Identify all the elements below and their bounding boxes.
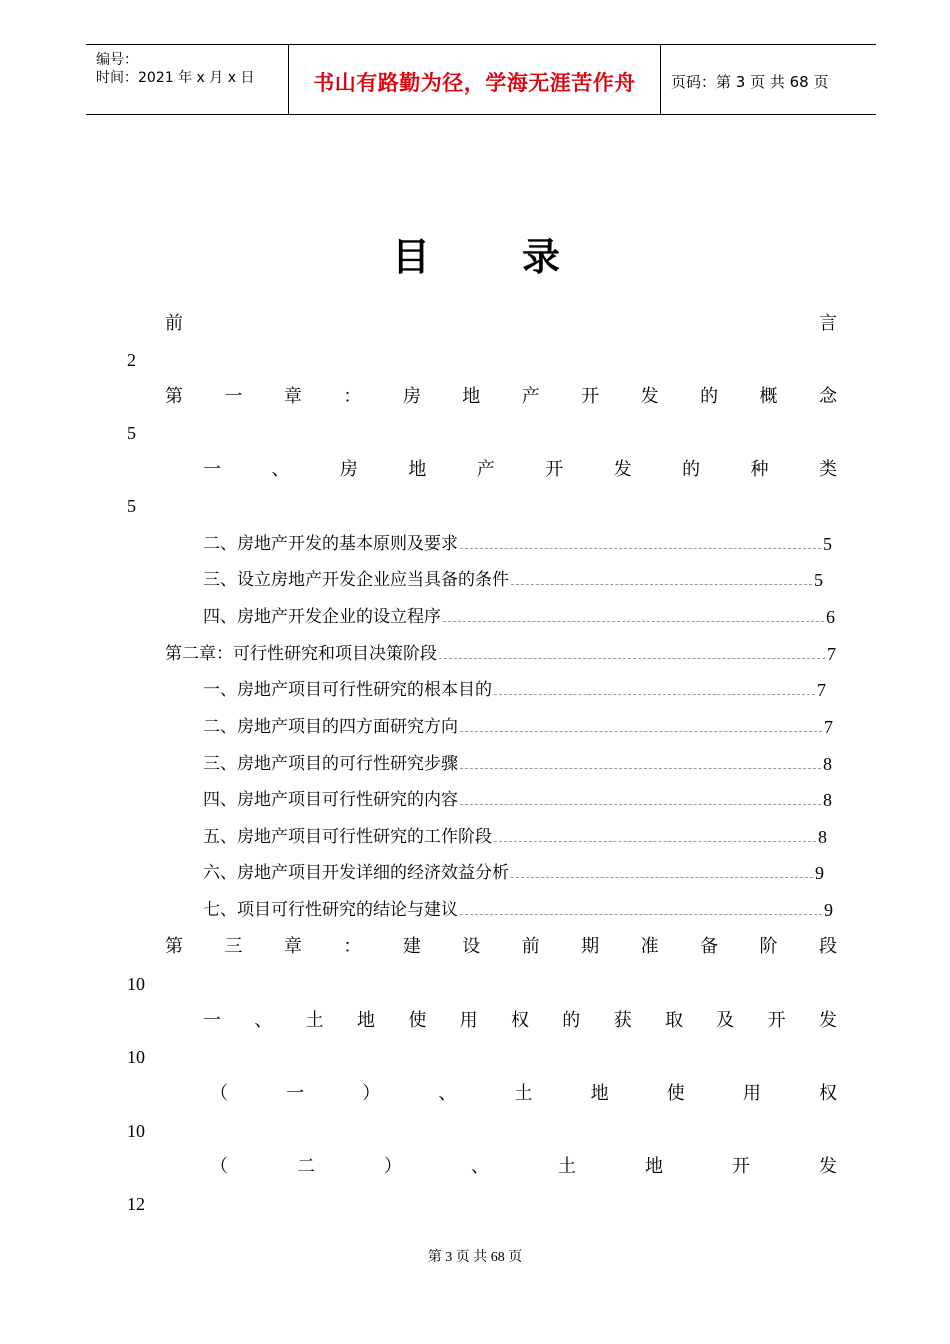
- toc-heading-char: 一: [224, 386, 243, 407]
- toc-entry[interactable]: [203, 825, 827, 849]
- toc-leader-line: [460, 768, 821, 769]
- toc-heading-char: 段: [818, 936, 837, 957]
- toc-heading-char: 房: [339, 459, 358, 480]
- toc-heading-char: 前: [521, 936, 540, 957]
- toc-leader-line: [439, 658, 825, 659]
- toc-chapter-1-section-1-page: 5: [127, 496, 136, 516]
- header-meta-cell: [86, 45, 289, 114]
- toc-heading-char: （: [210, 1083, 228, 1104]
- toc-entry[interactable]: [203, 788, 832, 812]
- toc-heading-char: 、: [254, 1010, 273, 1031]
- header-page-cell: [661, 45, 876, 114]
- toc-heading-char: 土: [514, 1083, 533, 1104]
- toc-entry[interactable]: [165, 642, 836, 666]
- toc-heading-char: 及: [716, 1010, 735, 1031]
- toc-entry-page: 9: [815, 863, 824, 883]
- toc-heading-char: 种: [750, 459, 769, 480]
- header-motto-cell: [289, 45, 661, 114]
- toc-heading-char: 、: [471, 1156, 489, 1177]
- toc-entry-text: 第二章：可行性研究和项目决策阶段: [165, 644, 437, 664]
- toc-heading-char: 备: [700, 936, 719, 957]
- toc-heading-char: 发: [640, 386, 659, 407]
- toc-heading-char: 建: [402, 936, 421, 957]
- toc-heading-char: 土: [305, 1010, 324, 1031]
- toc-heading-char: 获: [613, 1010, 632, 1031]
- page-title: [0, 232, 950, 282]
- toc-heading-char: 、: [271, 459, 290, 480]
- toc-leader-line: [443, 621, 824, 622]
- toc-heading-char: 开: [581, 386, 600, 407]
- toc-heading-char: 阶: [759, 936, 778, 957]
- toc-heading-char: ）: [384, 1156, 402, 1177]
- toc-entry-page: 9: [824, 900, 833, 920]
- toc-heading-char: 类: [818, 459, 837, 480]
- toc-heading-char: 用: [459, 1010, 478, 1031]
- toc-entry[interactable]: [203, 861, 824, 885]
- toc-entry-text: 一、房地产项目可行性研究的根本目的: [203, 680, 492, 700]
- toc-heading-char: 使: [408, 1010, 427, 1031]
- toc-heading-char: 前: [165, 313, 183, 334]
- toc-entry-text: 二、房地产项目的四方面研究方向: [203, 717, 458, 737]
- toc-entry-page: 7: [824, 717, 833, 737]
- toc-preface[interactable]: [165, 312, 837, 336]
- toc-entry-text: 三、房地产项目的可行性研究步骤: [203, 754, 458, 774]
- toc-heading-char: 概: [759, 386, 778, 407]
- toc-heading-char: 的: [700, 386, 719, 407]
- toc-entry-page: 8: [818, 827, 827, 847]
- header-motto: 书山有路勤为径，学海无涯苦作舟: [313, 71, 636, 95]
- toc-heading-char: （: [210, 1156, 228, 1177]
- toc-leader-line: [511, 877, 813, 878]
- toc-heading-char: 开: [732, 1156, 750, 1177]
- toc-entry[interactable]: [203, 678, 826, 702]
- toc-entry-text: 五、房地产项目可行性研究的工作阶段: [203, 827, 492, 847]
- toc-heading-char: 地: [462, 386, 481, 407]
- toc-heading-char: 取: [664, 1010, 683, 1031]
- toc-heading-char: 发: [613, 459, 632, 480]
- toc-leader-line: [460, 804, 821, 805]
- toc-heading-char: 使: [666, 1083, 685, 1104]
- toc-heading-char: 权: [510, 1010, 529, 1031]
- toc-leader-line: [494, 694, 815, 695]
- toc-chapter-3-subsection-2[interactable]: [210, 1155, 837, 1179]
- toc-heading-char: 、: [438, 1083, 457, 1104]
- title-char-2: 录: [522, 235, 561, 279]
- toc-heading-char: 地: [590, 1083, 609, 1104]
- toc-heading-char: 的: [682, 459, 701, 480]
- toc-leader-line: [460, 731, 822, 732]
- toc-entry-page: 7: [817, 680, 826, 700]
- toc-heading-char: 地: [645, 1156, 663, 1177]
- toc-heading-char: 开: [767, 1010, 786, 1031]
- toc-leader-line: [460, 548, 821, 549]
- toc-chapter-3-subsection-2-page: 12: [127, 1194, 145, 1214]
- toc-heading-char: 产: [476, 459, 495, 480]
- toc-entry-text: 二、房地产开发的基本原则及要求: [203, 534, 458, 554]
- toc-entry-text: 四、房地产项目可行性研究的内容: [203, 790, 458, 810]
- toc-heading-char: 期: [581, 936, 600, 957]
- toc-leader-line: [511, 584, 812, 585]
- toc-heading-char: 二: [297, 1156, 315, 1177]
- document-number-label: 编号：: [96, 52, 138, 68]
- toc-entry-text: 四、房地产开发企业的设立程序: [203, 607, 441, 627]
- toc-heading-char: 章: [283, 386, 302, 407]
- toc-heading-char: ：: [343, 936, 362, 957]
- toc-heading-char: 发: [819, 1156, 837, 1177]
- toc-chapter-3-subsection-1[interactable]: [210, 1082, 837, 1106]
- toc-heading-char: ）: [362, 1083, 381, 1104]
- toc-heading-char: 言: [819, 313, 837, 334]
- toc-chapter-3-section-1[interactable]: [203, 1009, 837, 1033]
- toc-chapter-3-subsection-1-page: 10: [127, 1121, 145, 1141]
- toc-chapter-3-section-1-page: 10: [127, 1047, 145, 1067]
- toc-heading-char: 用: [742, 1083, 761, 1104]
- toc-entry-page: 8: [823, 790, 832, 810]
- toc-entry-text: 三、设立房地产开发企业应当具备的条件: [203, 570, 509, 590]
- toc-entry-page: 5: [814, 570, 823, 590]
- title-char-1: 目: [392, 235, 431, 279]
- toc-chapter-1-page: 5: [127, 423, 136, 443]
- page-footer: 第 3 页 共 68 页: [427, 1250, 523, 1265]
- toc-heading-char: 产: [521, 386, 540, 407]
- toc-chapter-3[interactable]: [165, 935, 837, 959]
- toc-leader-line: [494, 841, 816, 842]
- toc-heading-char: 第: [165, 386, 183, 407]
- toc-heading-char: 发: [818, 1010, 837, 1031]
- toc-preface-page: 2: [127, 350, 136, 370]
- toc-heading-char: 的: [562, 1010, 581, 1031]
- toc-entry-text: 七、项目可行性研究的结论与建议: [203, 900, 458, 920]
- toc-entry-page: 6: [826, 607, 835, 627]
- toc-entry[interactable]: [203, 752, 832, 776]
- toc-chapter-3-page: 10: [127, 974, 145, 994]
- toc-heading-char: 章: [283, 936, 302, 957]
- toc-entry[interactable]: [203, 532, 832, 556]
- toc-entry-page: 8: [823, 754, 832, 774]
- toc-heading-char: 第: [165, 936, 183, 957]
- toc-heading-char: 房: [402, 386, 421, 407]
- toc-entry-text: 六、房地产项目开发详细的经济效益分析: [203, 863, 509, 883]
- toc-heading-char: 开: [545, 459, 564, 480]
- page-header: [86, 44, 876, 115]
- toc-heading-char: 三: [224, 936, 243, 957]
- toc-heading-char: 设: [462, 936, 481, 957]
- toc-heading-char: 土: [558, 1156, 576, 1177]
- toc-heading-char: 一: [286, 1083, 305, 1104]
- toc-heading-char: 一: [203, 1010, 221, 1031]
- toc-entry[interactable]: [203, 715, 833, 739]
- header-page-info: 页码：第 3 页 共 68 页: [671, 73, 829, 91]
- toc-leader-line: [460, 914, 822, 915]
- toc-chapter-1-section-1[interactable]: [203, 458, 837, 482]
- toc-entry[interactable]: [203, 605, 835, 629]
- toc-heading-char: 念: [818, 386, 837, 407]
- toc-heading-char: 地: [408, 459, 427, 480]
- toc-chapter-1[interactable]: [165, 385, 837, 409]
- toc-entry[interactable]: [203, 898, 833, 922]
- toc-entry-page: 5: [823, 534, 832, 554]
- toc-heading-char: 地: [356, 1010, 375, 1031]
- toc-heading-char: ：: [343, 386, 362, 407]
- document-time-label: 时间：2021 年 x 月 x 日: [96, 70, 255, 86]
- toc-entry-page: 7: [827, 644, 836, 664]
- toc-heading-char: 准: [640, 936, 659, 957]
- toc-entry[interactable]: [203, 568, 823, 592]
- toc-heading-char: 一: [203, 459, 221, 480]
- toc-heading-char: 权: [819, 1083, 837, 1104]
